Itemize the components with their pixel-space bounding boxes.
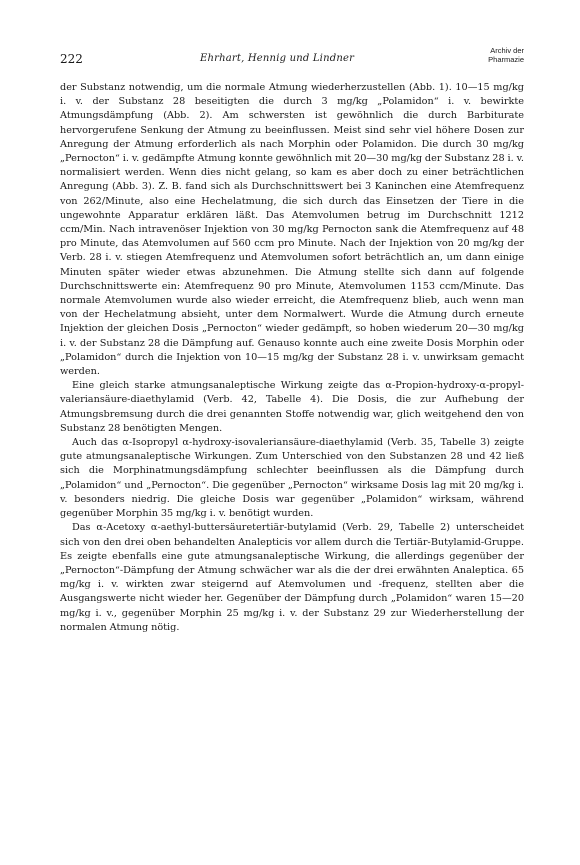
- journal-name-line-1: Archiv der: [490, 46, 524, 55]
- paragraph-2: Eine gleich starke atmungsanaleptische Wirkung zeigte das α-Propion-hydroxy-α-propyl-valeriansäure-diaethylamid (Verb. 42, Tabelle 4). Die Dosis, die zur Aufhebung der Atmungsbremsung durch die drei genannten Stoffe notwendig war, glich weitgehend den von Substanz 28 benötigten Mengen.: [60, 380, 524, 434]
- journal-name: [488, 46, 524, 64]
- document-page: [60, 46, 524, 635]
- running-head-authors: Ehrhart, Hennig und Lindner: [200, 53, 355, 64]
- paragraph-4: Das α-Acetoxy α-aethyl-buttersäuretertiär-butylamid (Verb. 29, Tabelle 2) unterscheidet sich von den drei oben behandelten Analepticis vor allem durch die Tertiär-Butylamid-Gruppe. Es zeigte ebenfalls eine gute atmungsanaleptische Wirkung, die allerdings gegenüber der „Pernocton“-Dämpfung der Atmung schwächer war als die der drei erwähnten Analeptica. 65 mg/kg i. v. wirkten zwar steigernd auf Atemvolumen und -frequenz, stellten aber die Ausgangswerte nicht wieder her. Gegenüber der Dämpfung durch „Polamidon“ waren 15—20 mg/kg i. v., gegenüber Morphin 25 mg/kg i. v. der Substanz 29 zur Wiederherstellung der normalen Atmung nötig.: [60, 522, 524, 633]
- paragraph-1: der Substanz notwendig, um die normale Atmung wiederherzustellen (Abb. 1). 10—15 mg/kg i. v. der Substanz 28 beseitigten die durch 3 mg/kg „Polamidon“ i. v. bewirkte Atmungsdämpfung (Abb. 2). Am schwersten ist gewöhnlich die durch Barbiturate hervorgerufene Senkung der Atmung zu beeinflussen. Meist sind sehr viel höhere Dosen zur Anregung der Atmung erforderlich als nach Morphin oder Polamidon. Die durch 30 mg/kg „Pernocton“ i. v. gedämpfte Atmung konnte gewöhnlich mit 20—30 mg/kg der Substanz 28 i. v. normalisiert werden. Wenn dies nicht gelang, so kam es aber doch zu einer beträchtlichen Anregung (Abb. 3). Z. B. fand sich als Durchschnittswert bei 3 Kaninchen eine Atemfrequenz von 262/Minute, also eine Hechelatmung, die sich durch das Einsetzen der Tiere in die ungewohnte Apparatur erklären läßt. Das Atemvolumen betrug im Durchschnitt 1212 ccm/Min. Nach intravenöser Injektion von 30 mg/kg Pernocton sank die Atemfrequenz auf 48 pro Minute, das Atemvolumen auf 560 ccm pro Minute. Nach der Injektion von 20 mg/kg der Verb. 28 i. v. stiegen Atemfrequenz und Atemvolumen sofort beträchtlich an, um dann einige Minuten später wieder etwas abzunehmen. Die Atmung stellte sich dann auf folgende Durchschnittswerte ein: Atemfrequenz 90 pro Minute, Atemvolumen 1153 ccm/Minute. Das normale Atemvolumen wurde also wieder erreicht, die Atemfrequenz blieb, auch wenn man von der Hechelatmung absieht, unter dem Normalwert. Wurde die Atmung durch erneute Injektion der gleichen Dosis „Pernocton“ wieder gedämpft, so hoben wiederum 20—30 mg/kg i. v. der Substanz 28 die Dämpfung auf. Genauso konnte auch eine zweite Dosis Morphin oder „Polamidon“ durch die Injektion von 10—15 mg/kg der Substanz 28 i. v. unwirksam gemacht werden.: [60, 82, 524, 378]
- page-header: [60, 46, 524, 72]
- paragraph-3: Auch das α-Isopropyl α-hydroxy-isovaleriansäure-diaethylamid (Verb. 35, Tabelle 3) zeigte gute atmungsanaleptische Wirkungen. Zum Unterschied von den Substanzen 28 und 42 ließ sich die Morphinatmungsdämpfung schlechter beeinflussen als die Dämpfung durch „Polamidon“ und „Pernocton“. Die gegenüber „Pernocton“ wirksame Dosis lag mit 20 mg/kg i. v. besonders niedrig. Die gleiche Dosis war gegenüber „Polamidon“ wirksam, während gegenüber Morphin 35 mg/kg i. v. benötigt wurden.: [60, 437, 524, 520]
- body-text: [60, 81, 524, 635]
- journal-name-line-2: Pharmazie: [488, 55, 524, 64]
- page-number: 222: [60, 52, 83, 66]
